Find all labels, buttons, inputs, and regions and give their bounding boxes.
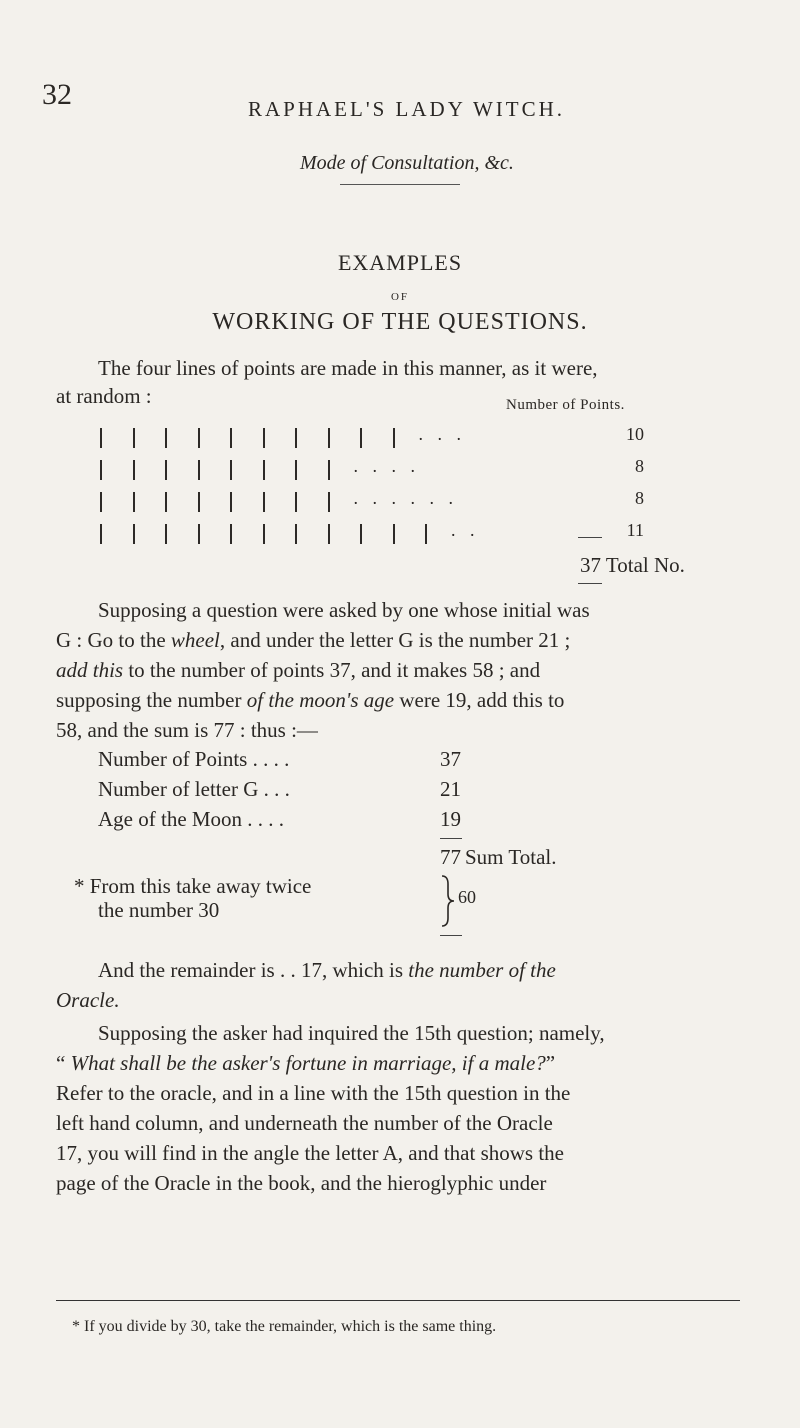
section-title-of: OF — [390, 291, 410, 303]
leader-dots: . . . — [418, 424, 466, 444]
point-stroke — [328, 428, 330, 448]
example-line4 — [56, 685, 742, 715]
example-line2-b: , and under the letter G is the number 21 ; — [219, 628, 571, 652]
points-table-header: Number of Points. — [506, 397, 625, 413]
point-stroke — [360, 428, 362, 448]
point-stroke — [100, 524, 102, 544]
point-stroke — [198, 492, 200, 512]
twice-line2: the number 30 — [98, 898, 220, 922]
point-stroke — [230, 428, 232, 448]
twice-line1: * From this take away twice — [74, 874, 312, 898]
remainder-italic: the number of the — [408, 958, 556, 982]
curly-brace-icon — [436, 874, 460, 928]
points-row — [0, 488, 800, 514]
example-line2 — [56, 625, 742, 655]
example-line1: Supposing a question were asked by one whose initial was — [98, 598, 590, 622]
example-line4-b: were 19, add this to — [394, 688, 565, 712]
example-moon-age: of the moon's age — [246, 688, 395, 712]
sum-label-moon: Age of the Moon . . . . — [98, 807, 285, 831]
point-stroke — [230, 492, 232, 512]
points-row — [0, 520, 800, 546]
leader-dots: . . . . . . — [353, 488, 458, 508]
sum-value-letter: 21 — [440, 777, 461, 801]
remainder-text: And the remainder is . . 17, which is — [98, 958, 409, 982]
closing-line6: page of the Oracle in the book, and the hieroglyphic under — [56, 1171, 547, 1195]
closing-line1: Supposing the asker had inquired the 15th question; namely, — [98, 1021, 605, 1045]
point-stroke — [263, 492, 265, 512]
example-add-this: add this — [56, 658, 124, 682]
point-stroke — [165, 492, 167, 512]
remainder-oracle: Oracle. — [56, 988, 120, 1012]
total-under-rule — [578, 583, 602, 584]
sum-value-moon: 19 — [440, 807, 461, 831]
point-stroke — [295, 524, 297, 544]
point-stroke — [393, 428, 395, 448]
twice-value: 60 — [458, 887, 476, 907]
points-row — [0, 424, 800, 450]
point-stroke — [328, 460, 330, 480]
closing-line5: 17, you will find in the angle the letter A, and that shows the — [56, 1141, 564, 1165]
points-total-value: 37 — [580, 553, 601, 577]
points-count: 8 — [635, 488, 644, 508]
closing-line2 — [56, 1048, 742, 1078]
sum-label-points: Number of Points . . . . — [98, 747, 290, 771]
point-stroke — [295, 460, 297, 480]
point-stroke — [263, 428, 265, 448]
closing-line4: left hand column, and underneath the number of the Oracle — [56, 1111, 553, 1135]
example-line3 — [56, 655, 742, 685]
intro-line1: The four lines of points are made in this manner, as it were, — [98, 356, 598, 380]
point-stroke — [100, 492, 102, 512]
point-stroke — [360, 524, 362, 544]
leader-dots: . . . . — [353, 456, 420, 476]
leader-dots: . . — [451, 520, 480, 540]
point-stroke — [198, 428, 200, 448]
remainder-line — [56, 955, 742, 985]
points-row — [0, 456, 800, 482]
point-stroke — [393, 524, 395, 544]
example-line5: 58, and the sum is 77 : thus :— — [56, 718, 318, 742]
example-line4-a: supposing the number — [56, 688, 247, 712]
sum-label-letter: Number of letter G . . . — [98, 777, 290, 801]
remainder-oracle-line — [56, 985, 742, 1015]
subhead: Mode of Consultation, &c. — [300, 152, 514, 174]
point-stroke — [165, 524, 167, 544]
point-stroke — [165, 460, 167, 480]
point-stroke — [133, 428, 135, 448]
example-line3-b: to the number of points 37, and it makes 58 ; and — [123, 658, 541, 682]
point-stroke — [263, 460, 265, 480]
points-count: 8 — [635, 456, 644, 476]
sum-total-label: Sum Total. — [465, 845, 557, 869]
points-count: 11 — [626, 520, 644, 540]
points-total-label: Total No. — [605, 553, 685, 577]
point-stroke — [198, 524, 200, 544]
point-stroke — [133, 460, 135, 480]
sum-rule — [440, 838, 462, 839]
points-total-row — [580, 553, 685, 578]
footnote-rule — [56, 1300, 740, 1301]
point-stroke — [263, 524, 265, 544]
point-stroke — [295, 428, 297, 448]
closing-quote-close: ” — [545, 1051, 556, 1075]
running-head: RAPHAEL'S LADY WITCH. — [248, 97, 566, 121]
point-stroke — [100, 460, 102, 480]
total-rule — [578, 537, 602, 538]
point-stroke — [165, 428, 167, 448]
closing-quote-open: “ — [56, 1051, 71, 1075]
point-stroke — [133, 524, 135, 544]
page-number: 32 — [42, 78, 72, 111]
point-stroke — [133, 492, 135, 512]
point-stroke — [100, 428, 102, 448]
point-stroke — [230, 460, 232, 480]
section-title-line2: WORKING OF THE QUESTIONS. — [212, 309, 588, 335]
closing-question: What shall be the asker's fortune in marriage, if a male? — [70, 1051, 546, 1075]
point-stroke — [328, 492, 330, 512]
divider-rule — [340, 184, 460, 185]
example-line2-a: G : Go to the — [56, 628, 171, 652]
closing-line3: Refer to the oracle, and in a line with the 15th question in the — [56, 1081, 571, 1105]
example-wheel: wheel — [170, 628, 220, 652]
point-stroke — [425, 524, 427, 544]
sum-total-value: 77 — [440, 845, 461, 869]
point-stroke — [328, 524, 330, 544]
point-stroke — [295, 492, 297, 512]
point-stroke — [230, 524, 232, 544]
points-count: 10 — [626, 424, 644, 444]
point-stroke — [198, 460, 200, 480]
intro-line2: at random : — [56, 384, 152, 408]
footnote: * If you divide by 30, take the remainder, which is the same thing. — [72, 1318, 497, 1335]
remainder-rule — [440, 935, 462, 936]
section-title-line1: EXAMPLES — [337, 250, 463, 275]
sum-value-points: 37 — [440, 747, 461, 771]
